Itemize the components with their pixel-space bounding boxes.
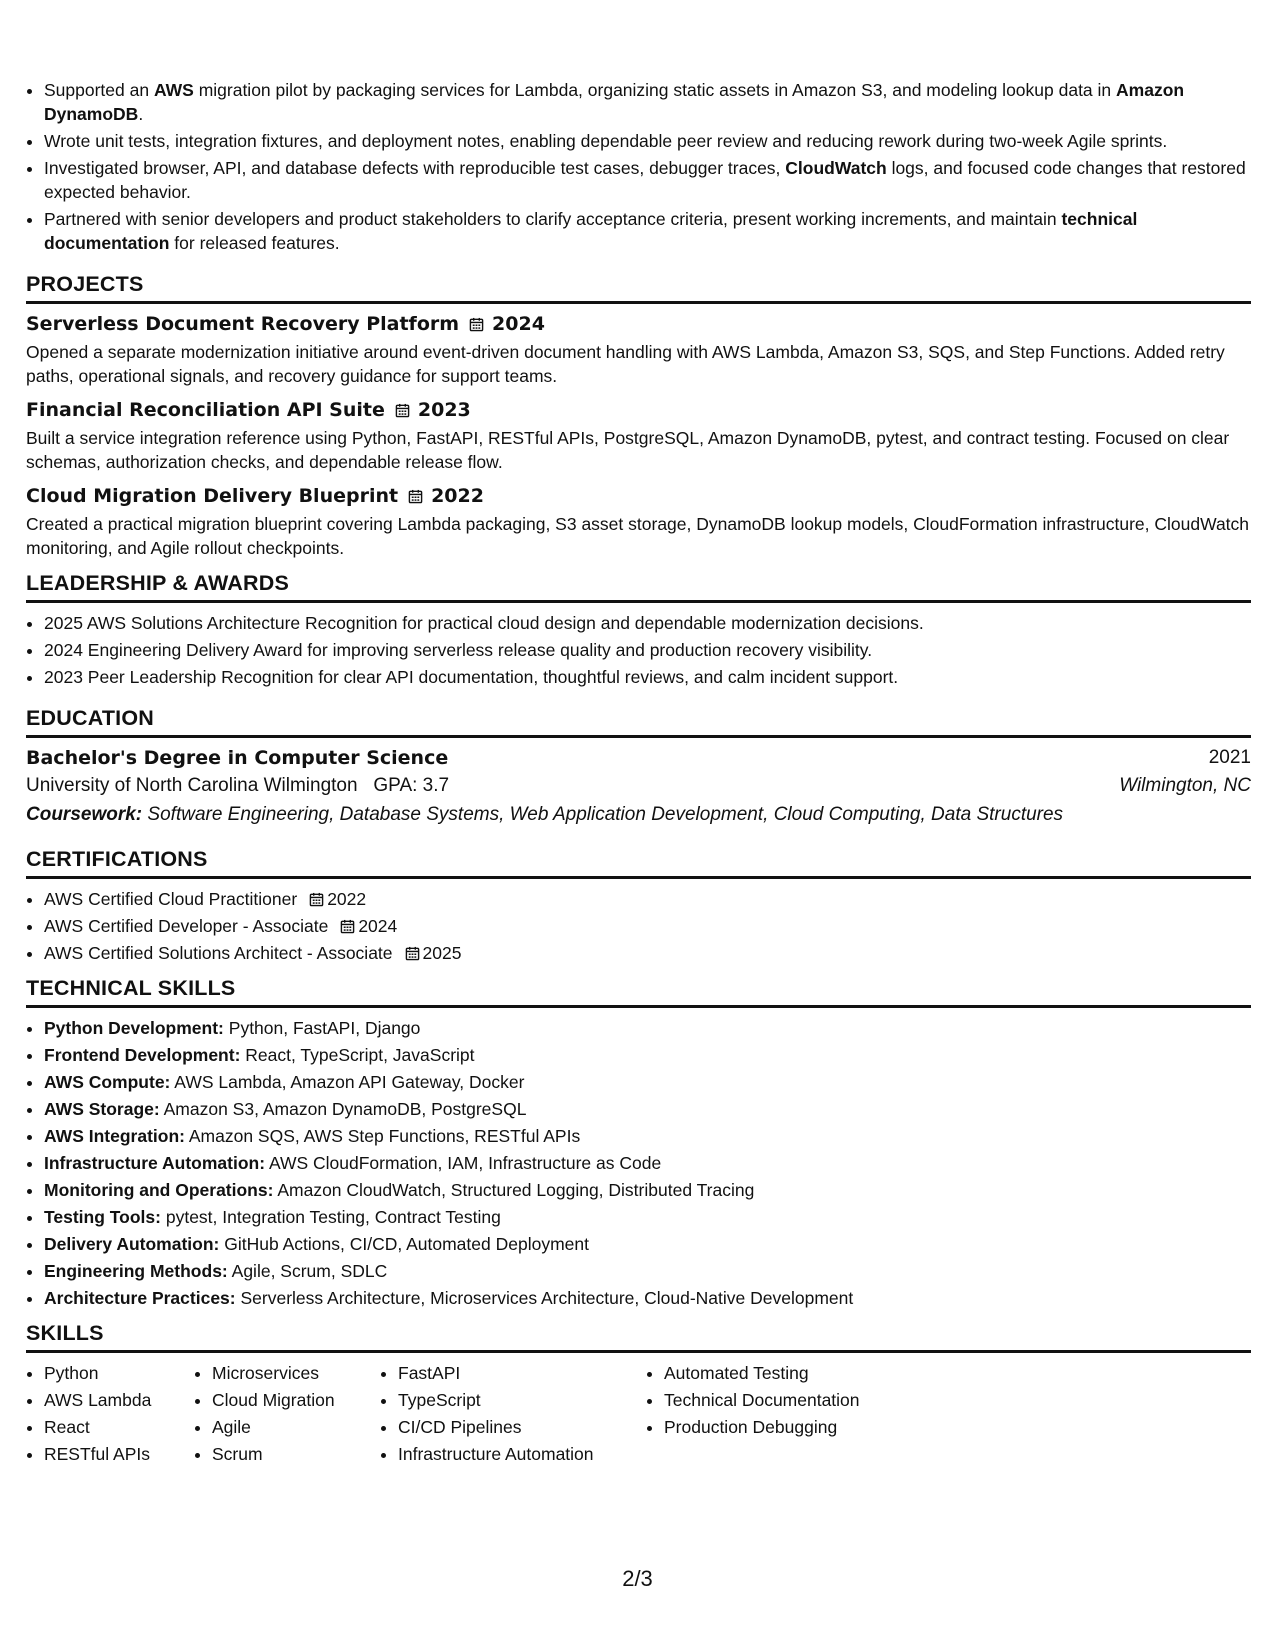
bold-keyword: CloudWatch xyxy=(785,158,887,178)
project-year: 2023 xyxy=(417,399,471,421)
technical-skill-item xyxy=(44,1124,1251,1148)
award-item: • 2024 Engineering Delivery Award for improving serverless release quality and production recovery visibility. xyxy=(44,638,1251,662)
education-degree-row xyxy=(26,744,1251,772)
technical-skill-item xyxy=(44,1016,1251,1040)
skill-item: • Automated Testing xyxy=(664,1361,924,1385)
skill-values: Amazon SQS, AWS Step Functions, RESTful APIs xyxy=(188,1126,581,1146)
skills-column xyxy=(380,1361,646,1469)
section-title-technical-skills: TECHNICAL SKILLS xyxy=(26,975,1251,1008)
education-entry xyxy=(26,744,1251,830)
project-title-row xyxy=(26,398,1251,422)
skill-category: Frontend Development: xyxy=(44,1045,241,1065)
bold-keyword: technical documentation xyxy=(44,209,1138,253)
school-name: University of North Carolina Wilmington xyxy=(26,775,358,796)
skill-category: Delivery Automation: xyxy=(44,1234,220,1254)
skill-values: Amazon S3, Amazon DynamoDB, PostgreSQL xyxy=(163,1099,527,1119)
certification-name: AWS Certified Solutions Architect - Associate xyxy=(44,943,393,963)
bullet-text: Partnered with senior developers and product stakeholders to clarify acceptance criteria, present working increments, and maintain xyxy=(44,209,1062,229)
skill-category: Monitoring and Operations: xyxy=(44,1180,274,1200)
calendar-icon xyxy=(309,892,324,907)
project-description: Built a service integration reference using Python, FastAPI, RESTful APIs, PostgreSQL, Amazon DynamoDB, pytest, and contract testing. Focused on clear schemas, authorization checks, and dependable release flow. xyxy=(26,428,1230,472)
skill-item: • Agile xyxy=(212,1415,380,1439)
skill-values: Python, FastAPI, Django xyxy=(228,1018,421,1038)
skill-values: React, TypeScript, JavaScript xyxy=(245,1045,475,1065)
certification-year: 2024 xyxy=(358,916,398,936)
skill-category: Architecture Practices: xyxy=(44,1288,236,1308)
technical-skill-item xyxy=(44,1043,1251,1067)
education-school-row xyxy=(26,772,1251,800)
skill-values: pytest, Integration Testing, Contract Testing xyxy=(165,1207,501,1227)
technical-skill-item xyxy=(44,1232,1251,1256)
project-name: Financial Reconciliation API Suite xyxy=(26,399,385,421)
experience-bullets xyxy=(26,78,1251,255)
skill-item: • Infrastructure Automation xyxy=(398,1442,646,1466)
project-name: Serverless Document Recovery Platform xyxy=(26,313,460,335)
project-name: Cloud Migration Delivery Blueprint xyxy=(26,485,399,507)
experience-bullet xyxy=(44,129,1251,153)
bold-keyword: Amazon DynamoDB xyxy=(44,80,1185,124)
technical-skill-item xyxy=(44,1151,1251,1175)
skill-item: • Python xyxy=(44,1361,194,1385)
certifications-section xyxy=(26,846,1251,965)
certification-name: AWS Certified Developer - Associate xyxy=(44,916,329,936)
section-title-education: EDUCATION xyxy=(26,705,1251,738)
certification-item xyxy=(44,914,1251,938)
projects-list xyxy=(26,312,1251,560)
skill-item: • React xyxy=(44,1415,194,1439)
calendar-icon xyxy=(340,919,355,934)
bold-keyword: AWS xyxy=(153,80,194,100)
school-location: Wilmington, NC xyxy=(1119,775,1251,796)
skills-columns xyxy=(26,1361,1251,1469)
skills-section xyxy=(26,1320,1251,1469)
skill-category: Testing Tools: xyxy=(44,1207,161,1227)
skill-item: • Cloud Migration xyxy=(212,1388,380,1412)
calendar-icon xyxy=(408,489,423,504)
certification-year: 2025 xyxy=(422,943,462,963)
skill-item: • Technical Documentation xyxy=(664,1388,924,1412)
skill-values: GitHub Actions, CI/CD, Automated Deployment xyxy=(224,1234,589,1254)
skills-column xyxy=(26,1361,194,1469)
page-number: 2/3 xyxy=(622,1566,653,1591)
skills-column xyxy=(646,1361,924,1469)
skills-column xyxy=(194,1361,380,1469)
certification-name: AWS Certified Cloud Practitioner xyxy=(44,889,298,909)
project-description: Opened a separate modernization initiative around event-driven document handling with AWS Lambda, Amazon S3, SQS, and Step Functions. Added retry paths, operational signals, and recovery guidance for support teams. xyxy=(26,342,1225,386)
skill-item: • Production Debugging xyxy=(664,1415,924,1439)
skill-values: AWS Lambda, Amazon API Gateway, Docker xyxy=(174,1072,525,1092)
skill-item: • Scrum xyxy=(212,1442,380,1466)
skill-category: Infrastructure Automation: xyxy=(44,1153,266,1173)
coursework-line xyxy=(26,800,1251,830)
skill-item: • RESTful APIs xyxy=(44,1442,194,1466)
calendar-icon xyxy=(469,317,484,332)
technical-skills-list xyxy=(26,1016,1251,1310)
gpa: GPA: 3.7 xyxy=(373,775,450,796)
project-title-row xyxy=(26,312,1251,336)
bullet-text: for released features. xyxy=(169,233,340,253)
certification-item xyxy=(44,887,1251,911)
certification-item xyxy=(44,941,1251,965)
projects-section xyxy=(26,271,1251,560)
technical-skill-item xyxy=(44,1205,1251,1229)
bullet-text: logs, and focused code changes that restored expected behavior. xyxy=(44,158,1246,202)
degree-year: 2021 xyxy=(1208,747,1251,768)
experience-bullet xyxy=(44,207,1251,255)
bullet-text: Supported an xyxy=(44,80,154,100)
skill-category: Engineering Methods: xyxy=(44,1261,228,1281)
bullet-text: Wrote unit tests, integration fixtures, and deployment notes, enabling dependable peer review and reducing rework during two-week Agile sprints. xyxy=(44,131,1168,151)
skill-category: AWS Storage: xyxy=(44,1099,160,1119)
degree-name: Bachelor's Degree in Computer Science xyxy=(26,747,449,769)
skill-category: Python Development: xyxy=(44,1018,224,1038)
skill-category: AWS Integration: xyxy=(44,1126,185,1146)
leadership-list xyxy=(26,611,1251,689)
project-title-row xyxy=(26,484,1251,508)
resume-page xyxy=(26,78,1251,1469)
section-title-skills: SKILLS xyxy=(26,1320,1251,1353)
certification-year: 2022 xyxy=(327,889,367,909)
skill-values: Agile, Scrum, SDLC xyxy=(231,1261,388,1281)
skill-values: Serverless Architecture, Microservices Architecture, Cloud-Native Development xyxy=(240,1288,854,1308)
section-title-projects: PROJECTS xyxy=(26,271,1251,304)
bullet-text: . xyxy=(138,104,144,124)
skill-item: • FastAPI xyxy=(398,1361,646,1385)
leadership-section xyxy=(26,570,1251,689)
coursework-label: Coursework: xyxy=(26,804,143,825)
experience-bullet xyxy=(44,156,1251,204)
section-title-certifications: CERTIFICATIONS xyxy=(26,846,1251,879)
technical-skill-item xyxy=(44,1178,1251,1202)
skill-item: • TypeScript xyxy=(398,1388,646,1412)
skill-item: • Microservices xyxy=(212,1361,380,1385)
award-item: • 2025 AWS Solutions Architecture Recognition for practical cloud design and dependable modernization decisions. xyxy=(44,611,1251,635)
technical-skill-item xyxy=(44,1097,1251,1121)
skill-values: AWS CloudFormation, IAM, Infrastructure as Code xyxy=(268,1153,662,1173)
skill-values: Amazon CloudWatch, Structured Logging, Distributed Tracing xyxy=(277,1180,755,1200)
skill-item: • CI/CD Pipelines xyxy=(398,1415,646,1439)
bullet-text: migration pilot by packaging services for Lambda, organizing static assets in Amazon S3, and modeling lookup data in xyxy=(193,80,1117,100)
experience-bullet xyxy=(44,78,1251,126)
project-year: 2024 xyxy=(492,313,545,335)
bullet-text: Investigated browser, API, and database defects with reproducible test cases, debugger traces, xyxy=(44,158,786,178)
project-description: Created a practical migration blueprint covering Lambda packaging, S3 asset storage, DynamoDB lookup models, CloudFormation infrastructure, CloudWatch monitoring, and Agile rollout checkpoints. xyxy=(26,514,1250,558)
technical-skills-section xyxy=(26,975,1251,1310)
section-title-leadership: LEADERSHIP & AWARDS xyxy=(26,570,1251,603)
technical-skill-item xyxy=(44,1259,1251,1283)
award-item: • 2023 Peer Leadership Recognition for clear API documentation, thoughtful reviews, and calm incident support. xyxy=(44,665,1251,689)
school-line xyxy=(26,772,449,800)
certifications-list xyxy=(26,887,1251,965)
skill-category: AWS Compute: xyxy=(44,1072,171,1092)
technical-skill-item xyxy=(44,1070,1251,1094)
technical-skill-item xyxy=(44,1286,1251,1310)
calendar-icon xyxy=(405,946,420,961)
coursework-list: Software Engineering, Database Systems, Web Application Development, Cloud Computing, Data Structures xyxy=(147,804,1064,825)
skill-item: • AWS Lambda xyxy=(44,1388,194,1412)
project-year: 2022 xyxy=(431,485,484,507)
education-section xyxy=(26,705,1251,830)
calendar-icon xyxy=(395,403,410,418)
